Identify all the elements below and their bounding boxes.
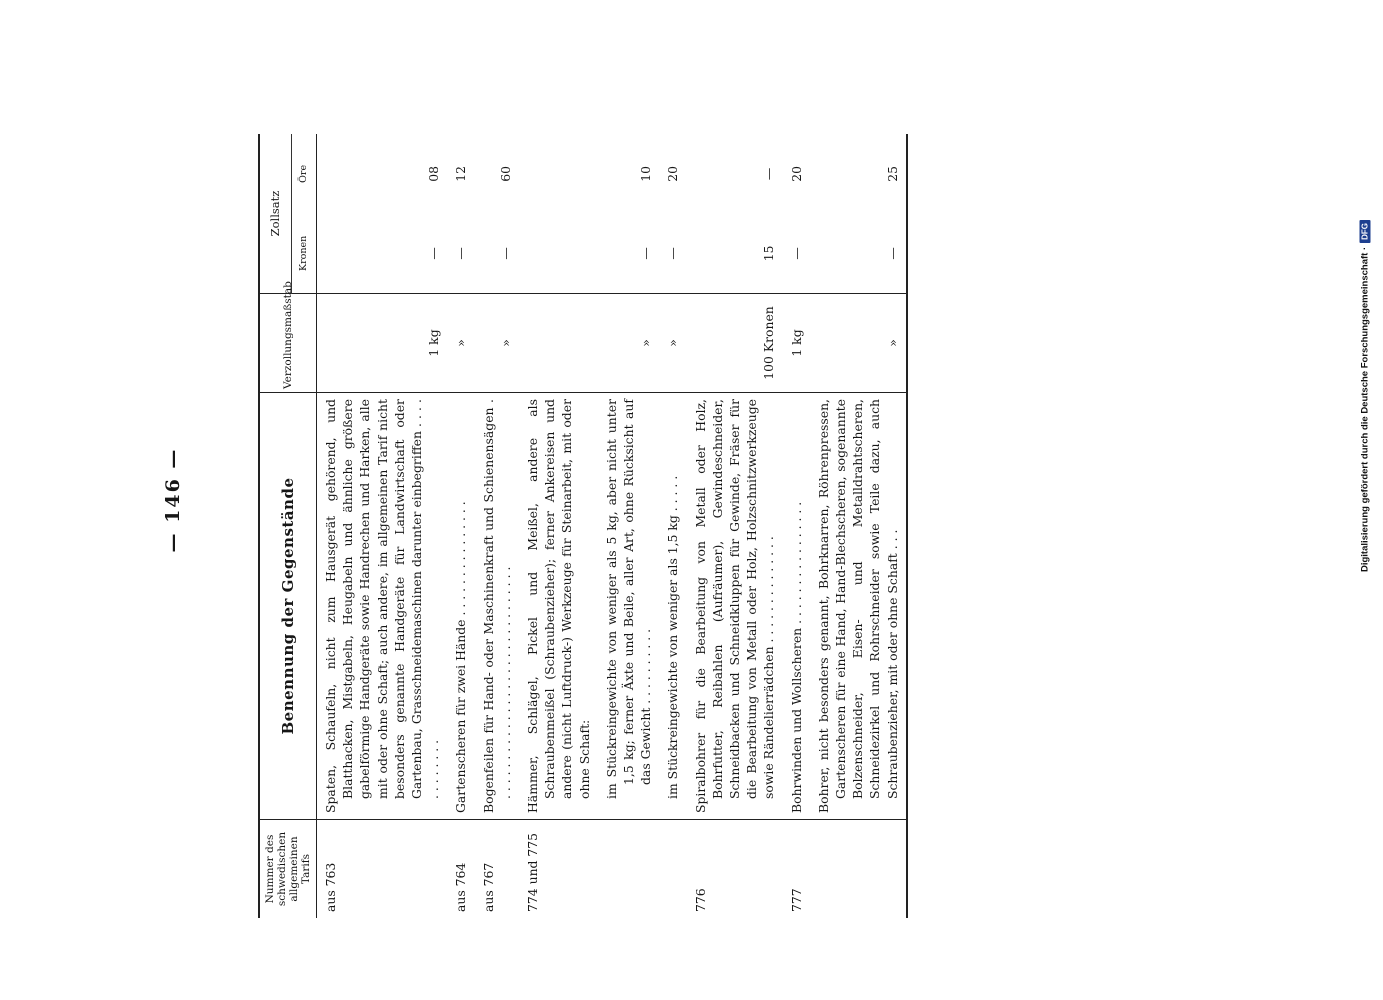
kronen-value: 15	[687, 214, 783, 294]
ore-value: —	[761, 167, 777, 181]
tariff-number: aus 767	[480, 862, 496, 912]
tariff-number: 776	[692, 888, 708, 912]
ore-value: 20	[788, 165, 804, 182]
tariff-number: aus 763	[323, 862, 338, 912]
kronen-value: —	[810, 214, 907, 294]
tariff-number: 777	[788, 888, 804, 912]
unit-value: »	[598, 294, 660, 393]
description-header: Benennung der Gegenstände	[259, 393, 317, 820]
scanned-page	[138, 60, 1178, 940]
unit-value: 1 kg	[783, 294, 810, 393]
item-description: Hämmer, Schlägel, Pickel und Meißel, andere als Schraubenmeißel (Schraubenzieher); ferner Ankereisen und andere (nicht Luftdruck-) Werkzeuge für Steinarbeit, mit oder ohne Schaft:	[525, 399, 592, 813]
tariff-number	[810, 820, 907, 919]
kronen-value: —	[659, 214, 686, 294]
kronen-value: —	[447, 214, 474, 294]
unit-value: »	[475, 294, 519, 393]
table-row	[519, 134, 598, 918]
kronen-header: Kronen	[291, 214, 316, 294]
tariff-number: aus 764	[453, 862, 469, 912]
unit-value: 100 Kronen	[687, 294, 783, 393]
table-subrow	[598, 134, 660, 918]
dfg-logo: DFG	[1360, 220, 1371, 243]
digitization-credit	[1348, 0, 1382, 1000]
item-description: Bogenfeilen für Hand- oder Maschinenkraft und Schienensägen . . . . . . . . . . . . . . . . . . . . . . . . . . . . . . .	[480, 399, 513, 813]
credit-text: Digitalisierung gefördert durch die Deutsche Forschungsgemeinschaft ·	[1359, 246, 1371, 573]
tariff-number: 774 und 775	[525, 832, 541, 912]
ore-value: 08	[426, 165, 442, 182]
ore-value: 25	[810, 134, 907, 214]
number-header: Nummer des schwedischen allgemeinen Tarifs	[259, 820, 317, 919]
ore-value: 10	[638, 165, 654, 182]
ore-value: 12	[453, 165, 469, 182]
ore-value: 60	[497, 165, 513, 182]
item-description: im Stückreingewichte von weniger als 1,5 kg . . . . .	[665, 475, 681, 799]
table-subrow	[659, 134, 686, 918]
table-row	[475, 134, 519, 918]
kronen-value: —	[598, 214, 660, 294]
page-number: — 146 —	[162, 447, 184, 553]
unit-value: »	[447, 294, 474, 393]
kronen-value: —	[475, 214, 519, 294]
table-row	[317, 134, 448, 918]
tariff-table	[258, 134, 908, 918]
duty-header: Zollsatz	[259, 134, 291, 294]
unit-value: »	[810, 294, 907, 393]
unit-value: »	[659, 294, 686, 393]
item-description: im Stückreingewichte von weniger als 5 kg, aber nicht unter 1,5 kg; ferner Äxte und Beile, aller Art, ohne Rücksicht auf das Gewicht . . . . . . . . . .	[603, 399, 654, 799]
unit-header: Verzollungsmaßstab	[259, 294, 317, 393]
table-row	[810, 134, 907, 918]
kronen-value: —	[317, 214, 448, 294]
item-description: Bohrwinden und Wollscheren . . . . . . . . . . . . . . . .	[788, 501, 804, 813]
item-description: Spiralbohrer für die Bearbeitung von Metall oder Holz, Bohrfutter, Reibahlen (Aufräumer), Gewindeschneider, Schneidbacken und Schneidkluppen für Gewinde, Fräser für die Bearbeitung von Metall oder Holz, Holzschnitzwerkzeuge sowie Rändelierrädchen . . . . . . . . . . . . . .	[692, 399, 777, 813]
table-row	[783, 134, 810, 918]
kronen-value: —	[783, 214, 810, 294]
credit-line	[1360, 220, 1371, 572]
item-description: Spaten, Schaufeln, nicht zum Hausgerät gehörend, und Blatthacken, Mistgabeln, Heugabeln und ähnliche größere gabelförmige Handgeräte sowie Handrechen und Harken, alle mit oder ohne Schaft; auch andere, im allgemeinen Tarif nicht besonders genannte Handgeräte für Landwirtschaft oder Gartenbau, Grasschneidemaschinen darunter einbegriffen . . . . . . . . . . . .	[323, 399, 442, 813]
table-row	[687, 134, 783, 918]
ore-value: 20	[665, 165, 681, 182]
header-row	[259, 134, 291, 918]
item-description: Gartenscheren für zwei Hände . . . . . . . . . . . . . . .	[453, 501, 469, 813]
table-row	[447, 134, 474, 918]
rotated-sheet	[138, 60, 1178, 940]
unit-value: 1 kg	[317, 294, 448, 393]
ore-header: Öre	[291, 134, 316, 214]
item-description: Bohrer, nicht besonders genannt, Bohrknarren, Röhrenpressen, Gartenscheren für eine Hand, Hand-Blechscheren, sogenannte Bolzenschneider, Eisen- und Metalldrahtscheren, Schneidezirkel und Rohrschneider sowie Teile dazu, auch Schraubenzieher, mit oder ohne Schaft . . .	[815, 399, 900, 813]
